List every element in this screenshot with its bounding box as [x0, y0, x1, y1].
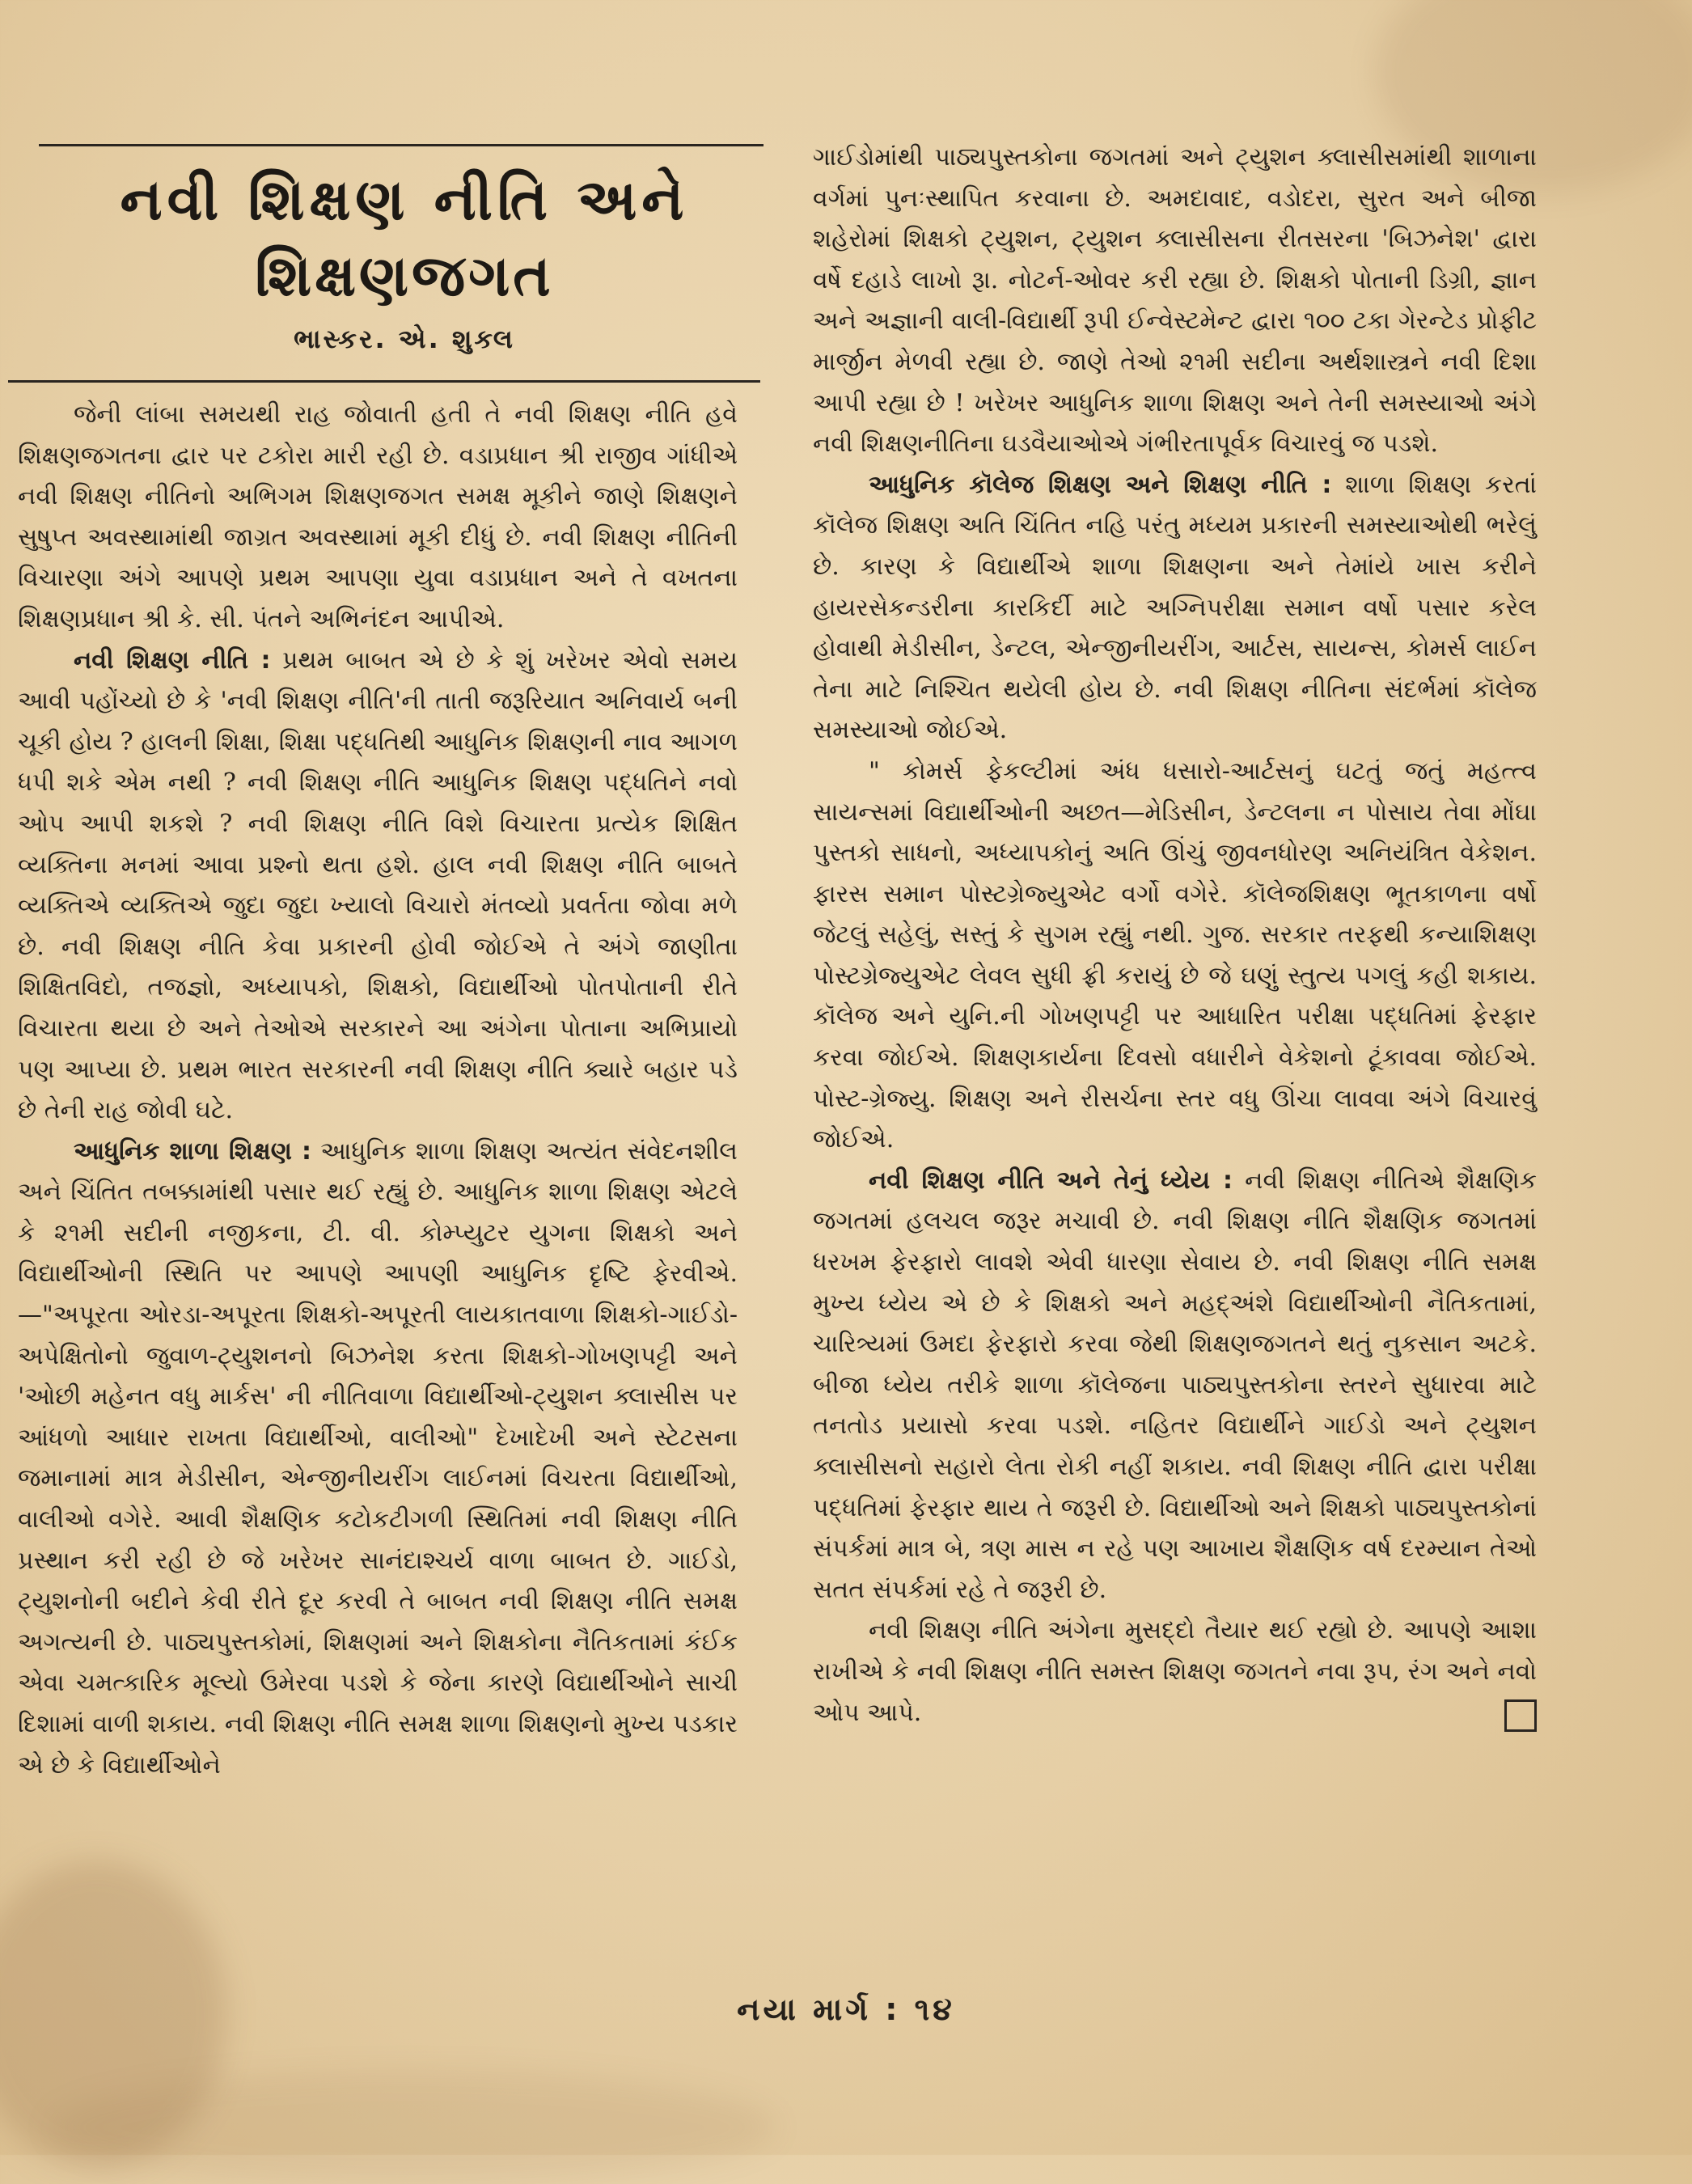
article-author: ભાસ્કર. એ. શુક્લ: [294, 324, 515, 354]
section-heading: આધુનિક કૉલેજ શિક્ષણ અને શિક્ષણ નીતિ :: [869, 470, 1332, 499]
article-title-line-2: શિક્ષણજગત: [255, 243, 554, 309]
paragraph-text: શાળા શિક્ષણ કરતાં કૉલેજ શિક્ષણ અતિ ચિંતિત નહિ પરંતુ મધ્યમ પ્રકારની સમસ્યાઓથી ભરેલું છે. કારણ કે વિદ્યાર્થીએ શાળા શિક્ષણના અને તેમાંયે ખાસ કરીને હાયરસેકન્ડરીના કારકિર્દી માટે અગ્નિપરીક્ષા સમાન વર્ષો પસાર કરેલ હોવાથી મેડીસીન, ડેન્ટલ, એન્જીનીયરીંગ, આર્ટસ, સાયન્સ, કોમર્સ લાઈન તેના માટે નિશ્ચિત થયેલી હોય છે. નવી શિક્ષણ નીતિના સંદર્ભમાં કૉલેજ સમસ્યાઓ જોઈએ.: [813, 470, 1537, 745]
paragraph-text: નવી શિક્ષણ નીતિએ શૈક્ષણિક જગતમાં હલચલ જરૂર મચાવી છે. નવી શિક્ષણ નીતિ શૈક્ષણિક જગતમાં ધરખમ ફેરફારો લાવશે એવી ધારણા સેવાય છે. નવી શિક્ષણ નીતિ સમક્ષ મુખ્ય ધ્યેય એ છે કે શિક્ષકો અને મહદ્અંશે વિદ્યાર્થીઓની નૈતિકતામાં, ચારિત્ર્યમાં ઉમદા ફેરફારો કરવા જેથી શિક્ષણજગતને થતું નુકસાન અટકે. બીજા ધ્યેય તરીકે શાળા કૉલેજના પાઠ્યપુસ્તકોના સ્તરને સુધારવા માટે તનતોડ પ્રયાસો કરવા પડશે. નહિતર વિદ્યાર્થીને ગાઈડો અને ટ્યુશન ક્લાસીસનો સહારો લેતા રોકી નહીં શકાય. નવી શિક્ષણ નીતિ દ્વારા પરીક્ષા પદ્ધતિમાં ફેરફાર થાય તે જરૂરી છે. વિદ્યાર્થીઓ અને શિક્ષકો પાઠ્યપુસ્તકોનાં સંપર્કમાં માત્ર બે, ત્રણ માસ ન રહે પણ આખાય શૈક્ષણિક વર્ષ દરમ્યાન તેઓ સતત સંપર્કમાં રહે તે જરૂરી છે.: [813, 1166, 1538, 1604]
section-heading: આધુનિક શાળા શિક્ષણ :: [74, 1136, 312, 1166]
section-heading: નવી શિક્ષણ નીતિ :: [74, 645, 271, 675]
section-heading: નવી શિક્ષણ નીતિ અને તેનું ધ્યેય :: [869, 1166, 1233, 1195]
paragraph-text: આધુનિક શાળા શિક્ષણ અત્યંત સંવેદનશીલ અને ચિંતિત તબક્કામાંથી પસાર થઈ રહ્યું છે. આધુનિક શાળા શિક્ષણ એટલે કે ૨૧મી સદીની નજીકના, ટી. વી. કોમ્પ્યુટર યુગના શિક્ષકો અને વિદ્યાર્થીઓની સ્થિતિ પર આપણે આપણી આધુનિક દૃષ્ટિ ફેરવીએ.—"અપૂરતા ઓરડા-અપૂરતા શિક્ષકો-અપૂરતી લાયકાતવાળા શિક્ષકો-ગાઈડો-અપેક્ષિતોનો જુવાળ-ટ્યુશનનો બિઝનેશ કરતા શિક્ષકો-ગોખણપટ્ટી અને 'ઓછી મહેનત વધુ માર્કસ' ની નીતિવાળા વિદ્યાર્થીઓ-ટ્યુશન ક્લાસીસ પર આંધળો આધાર રાખતા વિદ્યાર્થીઓ, વાલીઓ" દેખાદેખી અને સ્ટેટસના જમાનામાં માત્ર મેડીસીન, એન્જીનીયરીંગ લાઈનમાં વિચરતા વિદ્યાર્થીઓ, વાલીઓ વગેરે. આવી શૈક્ષણિક કટોકટીગળી સ્થિતિમાં નવી શિક્ષણ નીતિ પ્રસ્થાન કરી રહી છે જે ખરેખર સાનંદાશ્ચર્ય વાળા બાબત છે. ગાઈડો, ટ્યુશનોની બદીને કેવી રીતે દૂર કરવી તે બાબત નવી શિક્ષણ નીતિ સમક્ષ અગત્યની છે. પાઠ્યપુસ્તકોમાં, શિક્ષણમાં અને શિક્ષકોના નૈતિકતામાં કંઈક એવા ચમત્કારિક મૂલ્યો ઉમેરવા પડશે કે જેના કારણે વિદ્યાર્થીઓને સાચી દિશામાં વાળી શકાય. નવી શિક્ષણ નીતિ સમક્ષ શાળા શિક્ષણનો મુખ્ય પડકાર એ છે કે વિદ્યાર્થીઓને: [18, 1136, 738, 1780]
page-footer: નયા માર્ગ : ૧૪: [737, 1991, 955, 2027]
title-bottom-rule: [8, 380, 760, 383]
end-of-article-square-icon: [1504, 1699, 1537, 1732]
paragraph: [813, 465, 1537, 751]
paragraph: [18, 641, 738, 1132]
paragraph-text: પ્રથમ બાબત એ છે કે શું ખરેખર એવો સમય આવી પહોંચ્યો છે કે 'નવી શિક્ષણ નીતિ'ની તાતી જરૂરિયાત અનિવાર્ય બની ચૂકી હોય ? હાલની શિક્ષા, શિક્ષા પદ્ધતિથી આધુનિક શિક્ષણની નાવ આગળ ધપી શકે એમ નથી ? નવી શિક્ષણ નીતિ આધુનિક શિક્ષણ પદ્ધતિને નવો ઓપ આપી શકશે ? નવી શિક્ષણ નીતિ વિશે વિચારતા પ્રત્યેક શિક્ષિત વ્યક્તિના મનમાં આવા પ્રશ્નો થતા હશે. હાલ નવી શિક્ષણ નીતિ બાબતે વ્યક્તિએ વ્યક્તિએ જુદા જુદા ખ્યાલો વિચારો મંતવ્યો પ્રવર્તતા જોવા મળે છે. નવી શિક્ષણ નીતિ કેવા પ્રકારની હોવી જોઈએ તે અંગે જાણીતા શિક્ષિતવિદો, તજજ્ઞો, અધ્યાપકો, શિક્ષકો, વિદ્યાર્થીઓ પોતપોતાની રીતે વિચારતા થયા છે અને તેઓએ સરકારને આ અંગેના પોતાના અભિપ્રાયો પણ આપ્યા છે. પ્રથમ ભારત સરકારની નવી શિક્ષણ નીતિ ક્યારે બહાર પડે છે તેની રાહ જોવી ઘટે.: [18, 645, 738, 1125]
right-column: [813, 138, 1537, 1733]
left-column: [18, 395, 738, 1786]
paragraph: [813, 1610, 1537, 1733]
paragraph: ગાઈડોમાંથી પાઠ્યપુસ્તકોના જગતમાં અને ટ્યુશન ક્લાસીસમાંથી શાળાના વર્ગમાં પુનઃસ્થાપિત કરવાના છે. અમદાવાદ, વડોદરા, સુરત અને બીજા શહેરોમાં શિક્ષકો ટ્યુશન, ટ્યુશન ક્લાસીસના રીતસરના 'બિઝનેશ' દ્વારા વર્ષે દહાડે લાખો રૂા. નોટર્ન-ઓવર કરી રહ્યા છે. શિક્ષકો પોતાની ડિગ્રી, જ્ઞાન અને અજ્ઞાની વાલી-વિદ્યાર્થી રૂપી ઈન્વેસ્ટમેન્ટ દ્વારા ૧૦૦ ટકા ગેરન્ટેડ પ્રોફીટ માર્જીન મેળવી રહ્યા છે. જાણે તેઓ ૨૧મી સદીના અર્થશાસ્ત્રને નવી દિશા આપી રહ્યા છે ! ખરેખર આધુનિક શાળા શિક્ષણ અને તેની સમસ્યાઓ અંગે નવી શિક્ષણનીતિના ઘડવૈયાઓએ ગંભીરતાપૂર્વક વિચારવું જ પડશે.: [813, 143, 1537, 459]
paragraph: " કોમર્સ ફેકલ્ટીમાં અંધ ધસારો-આર્ટસનું ઘટતું જતું મહત્ત્વ સાયન્સમાં વિદ્યાર્થીઓની અછત—મેડિસીન, ડેન્ટલના ન પોસાય તેવા મોંઘા પુસ્તકો સાધનો, અધ્યાપકોનું અતિ ઊંચું જીવનધોરણ અનિયંત્રિત વેકેશન. ફારસ સમાન પોસ્ટગ્રેજ્યુએટ વર્ગો વગેરે. કૉલેજશિક્ષણ ભૂતકાળના વર્ષો જેટલું સહેલું, સસ્તું કે સુગમ રહ્યું નથી. ગુજ. સરકાર તરફથી કન્યાશિક્ષણ પોસ્ટગ્રેજ્યુએટ લેવલ સુધી ફ્રી કરાયું છે જે ઘણું સ્તુત્ય પગલું કહી શકાય. કૉલેજ અને યુનિ.ની ગોખણપટ્ટી પર આધારિત પરીક્ષા પદ્ધતિમાં ફેરફાર કરવા જોઈએ. શિક્ષણકાર્યના દિવસો વધારીને વેકેશનો ટૂંકાવવા જોઈએ. પોસ્ટ-ગ્રેજ્યુ. શિક્ષણ અને રીસર્ચના સ્તર વધુ ઊંચા લાવવા અંગે વિચારવું જોઈએ.: [813, 756, 1537, 1154]
title-top-rule: [39, 144, 764, 146]
paragraph-text: નવી શિક્ષણ નીતિ અંગેના મુસદ્દો તૈયાર થઈ રહ્યો છે. આપણે આશા રાખીએ કે નવી શિક્ષણ નીતિ સમસ્ત શિક્ષણ જગતને નવા રૂપ, રંગ અને નવો ઓપ આપે.: [813, 1616, 1537, 1727]
paragraph: [813, 1161, 1537, 1611]
paragraph: જેની લાંબા સમયથી રાહ જોવાતી હતી તે નવી શિક્ષણ નીતિ હવે શિક્ષણજગતના દ્વાર પર ટકોરા મારી રહી છે. વડાપ્રધાન શ્રી રાજીવ ગાંધીએ નવી શિક્ષણ નીતિનો અભિગમ શિક્ષણજગત સમક્ષ મૂકીને જાણે શિક્ષણને સુષુપ્ત અવસ્થામાંથી જાગ્રત અવસ્થામાં મૂકી દીધું છે. નવી શિક્ષણ નીતિની વિચારણા અંગે આપણે પ્રથમ આપણા યુવા વડાપ્રધાન અને તે વખતના શિક્ષણપ્રધાન શ્રી કે. સી. પંતને અભિનંદન આપીએ.: [18, 400, 738, 633]
article-title-line-1: નવી શિક્ષણ નીતિ અને: [120, 167, 689, 233]
paragraph: [18, 1132, 738, 1787]
